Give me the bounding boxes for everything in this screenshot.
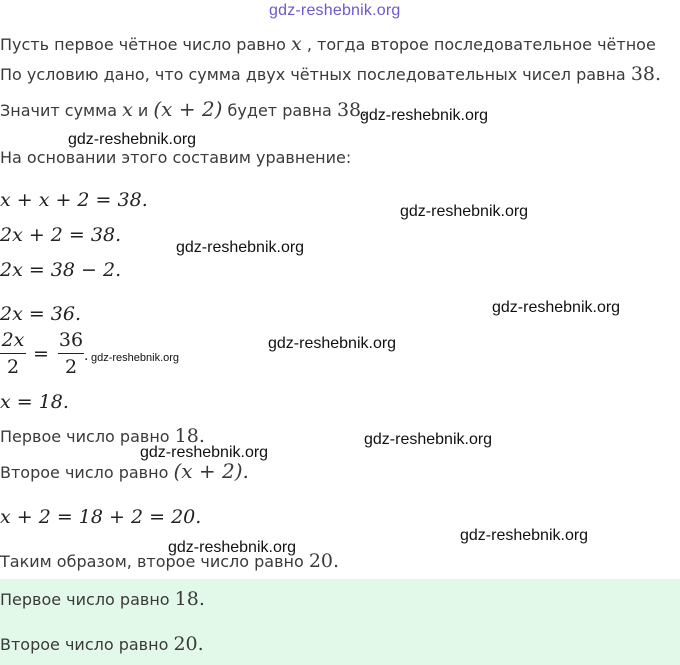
line1-text-a: Пусть первое чётное число равно [0, 35, 292, 54]
answer-box [0, 579, 680, 665]
line3-number: 38. [336, 99, 368, 121]
fraction-right-bar [58, 353, 84, 354]
watermark-6[interactable]: gdz-reshebnik.org [268, 335, 397, 352]
text-second-number [0, 461, 249, 483]
watermark-8[interactable]: gdz-reshebnik.org [140, 444, 269, 461]
text-line-3 [0, 99, 367, 121]
equation-1: x + x + 2 = 38. [0, 189, 148, 211]
fraction-right-numerator: 36 [58, 329, 84, 351]
conclusion-label: Таким образом, второе число равно [0, 552, 309, 571]
text-conclusion [0, 551, 339, 572]
fraction-left-numerator: 2x [1, 329, 25, 351]
equation-6: x = 18. [0, 391, 69, 413]
fraction-right [58, 329, 84, 378]
line3-and: и [132, 101, 154, 120]
fraction-dot: . [84, 348, 89, 364]
first-number-label: Первое число равно [0, 427, 175, 446]
line2-text: По условию дано, что сумма двух чётных последовательных чисел равна [0, 65, 631, 84]
answer-first-value: 18. [174, 588, 205, 610]
second-number-expr: (x + 2). [173, 459, 249, 483]
second-number-label: Второе число равно [0, 463, 174, 482]
conclusion-value: 20. [308, 550, 340, 572]
line3-expr: (x + 2) [153, 97, 223, 121]
watermark-5[interactable]: gdz-reshebnik.org [492, 299, 621, 316]
fraction-equals: = [33, 343, 49, 365]
fraction-left-denominator: 2 [6, 356, 20, 378]
watermark-7[interactable]: gdz-reshebnik.org [364, 431, 493, 448]
line1-var: x [291, 33, 302, 55]
answer-first [0, 589, 205, 610]
equation-7: x + 2 = 18 + 2 = 20. [0, 506, 202, 528]
line3-var: x [122, 99, 133, 121]
fraction-left-bar [0, 353, 26, 354]
line2-number: 38. [630, 63, 662, 85]
text-line-4: На основании этого составим уравнение: [0, 148, 352, 167]
watermark-4[interactable]: gdz-reshebnik.org [176, 239, 305, 256]
line3-text-b: будет равна [222, 101, 337, 120]
equation-4: 2x = 36. [0, 303, 82, 325]
fraction-right-denominator: 2 [64, 356, 78, 378]
watermark-top[interactable]: gdz-reshebnik.org [269, 2, 401, 19]
watermark-2[interactable]: gdz-reshebnik.org [68, 131, 197, 148]
watermark-3[interactable]: gdz-reshebnik.org [400, 203, 529, 220]
answer-first-label: Первое число равно [0, 590, 175, 609]
fraction-left [0, 329, 26, 378]
answer-second-label: Второе число равно [0, 635, 174, 654]
line3-text-a: Значит сумма [0, 101, 123, 120]
equation-2: 2x + 2 = 38. [0, 224, 122, 246]
line1-text-b: , тогда второе последовательное чётное [301, 35, 656, 54]
watermark-9[interactable]: gdz-reshebnik.org [460, 527, 589, 544]
equation-3: 2x = 38 − 2. [0, 259, 122, 281]
watermark-1[interactable]: gdz-reshebnik.org [360, 107, 489, 124]
watermark-10[interactable]: gdz-reshebnik.org [168, 539, 297, 556]
text-line-2 [0, 64, 661, 85]
text-line-1 [0, 34, 656, 55]
watermark-small[interactable]: gdz-reshebnik.org [91, 352, 180, 364]
answer-second [0, 634, 204, 655]
answer-second-value: 20. [173, 633, 204, 655]
first-number-value: 18. [174, 425, 205, 447]
